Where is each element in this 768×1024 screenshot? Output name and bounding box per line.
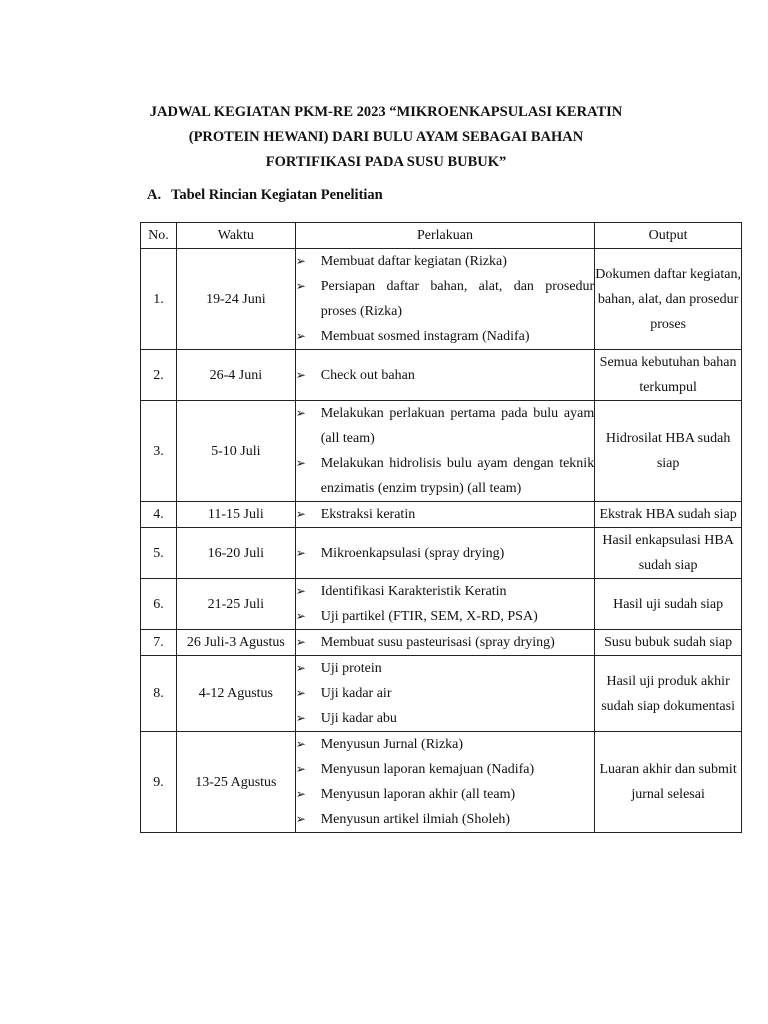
arrow-bullet-icon: ➢: [295, 507, 306, 521]
header-time: Waktu: [176, 223, 295, 249]
activity-text: Uji partikel (FTIR, SEM, X-RD, PSA): [320, 609, 538, 624]
activity-text: Persiapan daftar bahan, alat, dan prosedur proses (Rizka): [320, 279, 595, 319]
activity-list: [296, 630, 594, 655]
activity-list: [296, 541, 594, 566]
activity-item: [296, 630, 594, 655]
table-row: [141, 656, 742, 732]
row-time: 16-20 Juli: [176, 528, 295, 579]
arrow-bullet-icon: ➢: [295, 812, 306, 826]
activity-item: [296, 782, 594, 807]
row-activities: [295, 528, 594, 579]
row-output: Susu bubuk sudah siap: [595, 630, 742, 656]
activity-text: Identifikasi Karakteristik Keratin: [320, 584, 507, 599]
activity-text: Ekstraksi keratin: [320, 507, 416, 522]
arrow-bullet-icon: ➢: [295, 456, 306, 470]
document-title: [80, 100, 692, 175]
section-heading: [147, 187, 383, 204]
table-row: [141, 502, 742, 528]
table-body: [141, 249, 742, 833]
row-time: 11-15 Juli: [176, 502, 295, 528]
activity-text: Melakukan perlakuan pertama pada bulu ayam (all team): [320, 406, 595, 446]
row-activities: [295, 656, 594, 732]
row-number: 5.: [141, 528, 177, 579]
row-activities: [295, 401, 594, 502]
row-number: 3.: [141, 401, 177, 502]
table-row: [141, 732, 742, 833]
arrow-bullet-icon: ➢: [295, 584, 306, 598]
activity-text: Membuat sosmed instagram (Nadifa): [320, 329, 530, 344]
row-time: 5-10 Juli: [176, 401, 295, 502]
header-activity: Perlakuan: [295, 223, 594, 249]
row-number: 2.: [141, 350, 177, 401]
activity-text: Melakukan hidrolisis bulu ayam dengan teknik enzimatis (enzim trypsin) (all team): [320, 456, 595, 496]
arrow-bullet-icon: ➢: [295, 661, 306, 675]
row-time: 21-25 Juli: [176, 579, 295, 630]
activity-item: [296, 401, 594, 451]
activity-text: Check out bahan: [320, 367, 415, 383]
arrow-bullet-icon: ➢: [295, 686, 306, 700]
activity-item: [296, 757, 594, 782]
activity-item: [296, 274, 594, 324]
table-row: [141, 579, 742, 630]
row-number: 4.: [141, 502, 177, 528]
activity-item: [296, 249, 594, 274]
activity-list: [296, 401, 594, 501]
activity-text: Membuat susu pasteurisasi (spray drying): [320, 635, 555, 650]
activity-item: [296, 579, 594, 604]
row-output: Dokumen daftar kegiatan, bahan, alat, dan prosedur proses: [595, 249, 742, 350]
activity-list: [296, 249, 594, 349]
activity-item: [296, 502, 594, 527]
arrow-bullet-icon: ➢: [295, 406, 306, 420]
activity-item: [296, 541, 594, 566]
row-output: Hasil uji sudah siap: [595, 579, 742, 630]
activity-item: [296, 363, 594, 388]
row-output: Hasil uji produk akhir sudah siap dokumentasi: [595, 656, 742, 732]
activity-item: [296, 706, 594, 731]
row-output: Ekstrak HBA sudah siap: [595, 502, 742, 528]
row-output: Hidrosilat HBA sudah siap: [595, 401, 742, 502]
arrow-bullet-icon: ➢: [295, 329, 306, 343]
row-time: 19-24 Juni: [176, 249, 295, 350]
arrow-bullet-icon: ➢: [295, 254, 306, 268]
activity-item: [296, 807, 594, 832]
arrow-bullet-icon: ➢: [295, 762, 306, 776]
title-line-2: (PROTEIN HEWANI) DARI BULU AYAM SEBAGAI BAHAN: [188, 129, 584, 145]
activity-item: [296, 732, 594, 757]
table-row: [141, 249, 742, 350]
activity-text: Uji kadar air: [320, 686, 392, 701]
row-number: 8.: [141, 656, 177, 732]
section-letter: A.: [147, 187, 162, 203]
activity-list: [296, 656, 594, 731]
row-time: 26-4 Juni: [176, 350, 295, 401]
activity-text: Menyusun artikel ilmiah (Sholeh): [320, 812, 511, 827]
activity-list: [296, 502, 594, 527]
arrow-bullet-icon: ➢: [295, 737, 306, 751]
row-activities: [295, 630, 594, 656]
schedule-table: [140, 222, 742, 833]
activity-list: [296, 732, 594, 832]
header-output: Output: [595, 223, 742, 249]
title-line-3: FORTIFIKASI PADA SUSU BUBUK”: [265, 154, 507, 170]
row-number: 7.: [141, 630, 177, 656]
row-activities: [295, 502, 594, 528]
arrow-bullet-icon: ➢: [295, 787, 306, 801]
arrow-bullet-icon: ➢: [295, 635, 306, 649]
activity-item: [296, 324, 594, 349]
row-number: 9.: [141, 732, 177, 833]
arrow-bullet-icon: ➢: [295, 545, 306, 560]
activity-list: [296, 579, 594, 629]
row-output: Hasil enkapsulasi HBA sudah siap: [595, 528, 742, 579]
arrow-bullet-icon: ➢: [295, 711, 306, 725]
row-number: 1.: [141, 249, 177, 350]
row-activities: [295, 579, 594, 630]
activity-text: Menyusun laporan akhir (all team): [320, 787, 516, 802]
activity-text: Uji protein: [320, 661, 382, 676]
activity-item: [296, 604, 594, 629]
row-activities: [295, 732, 594, 833]
activity-text: Uji kadar abu: [320, 711, 397, 726]
activity-item: [296, 451, 594, 501]
activity-text: Menyusun laporan kemajuan (Nadifa): [320, 762, 535, 777]
table-row: [141, 528, 742, 579]
arrow-bullet-icon: ➢: [295, 279, 306, 293]
row-activities: [295, 350, 594, 401]
row-time: 26 Juli-3 Agustus: [176, 630, 295, 656]
header-no: No.: [141, 223, 177, 249]
table-row: [141, 401, 742, 502]
activity-text: Mikroenkapsulasi (spray drying): [320, 545, 505, 561]
row-activities: [295, 249, 594, 350]
activity-text: Menyusun Jurnal (Rizka): [320, 737, 464, 752]
row-time: 4-12 Agustus: [176, 656, 295, 732]
title-line-1: JADWAL KEGIATAN PKM-RE 2023 “MIKROENKAPSULASI KERATIN: [149, 104, 623, 120]
activity-text: Membuat daftar kegiatan (Rizka): [320, 254, 507, 269]
row-output: Luaran akhir dan submit jurnal selesai: [595, 732, 742, 833]
activity-item: [296, 656, 594, 681]
table-header-row: [141, 223, 742, 249]
activity-item: [296, 681, 594, 706]
table-row: [141, 350, 742, 401]
row-time: 13-25 Agustus: [176, 732, 295, 833]
section-heading-text: Tabel Rincian Kegiatan Penelitian: [171, 187, 383, 203]
row-output: Semua kebutuhan bahan terkumpul: [595, 350, 742, 401]
activity-list: [296, 363, 594, 388]
table-row: [141, 630, 742, 656]
arrow-bullet-icon: ➢: [295, 367, 306, 382]
row-number: 6.: [141, 579, 177, 630]
arrow-bullet-icon: ➢: [295, 609, 306, 623]
